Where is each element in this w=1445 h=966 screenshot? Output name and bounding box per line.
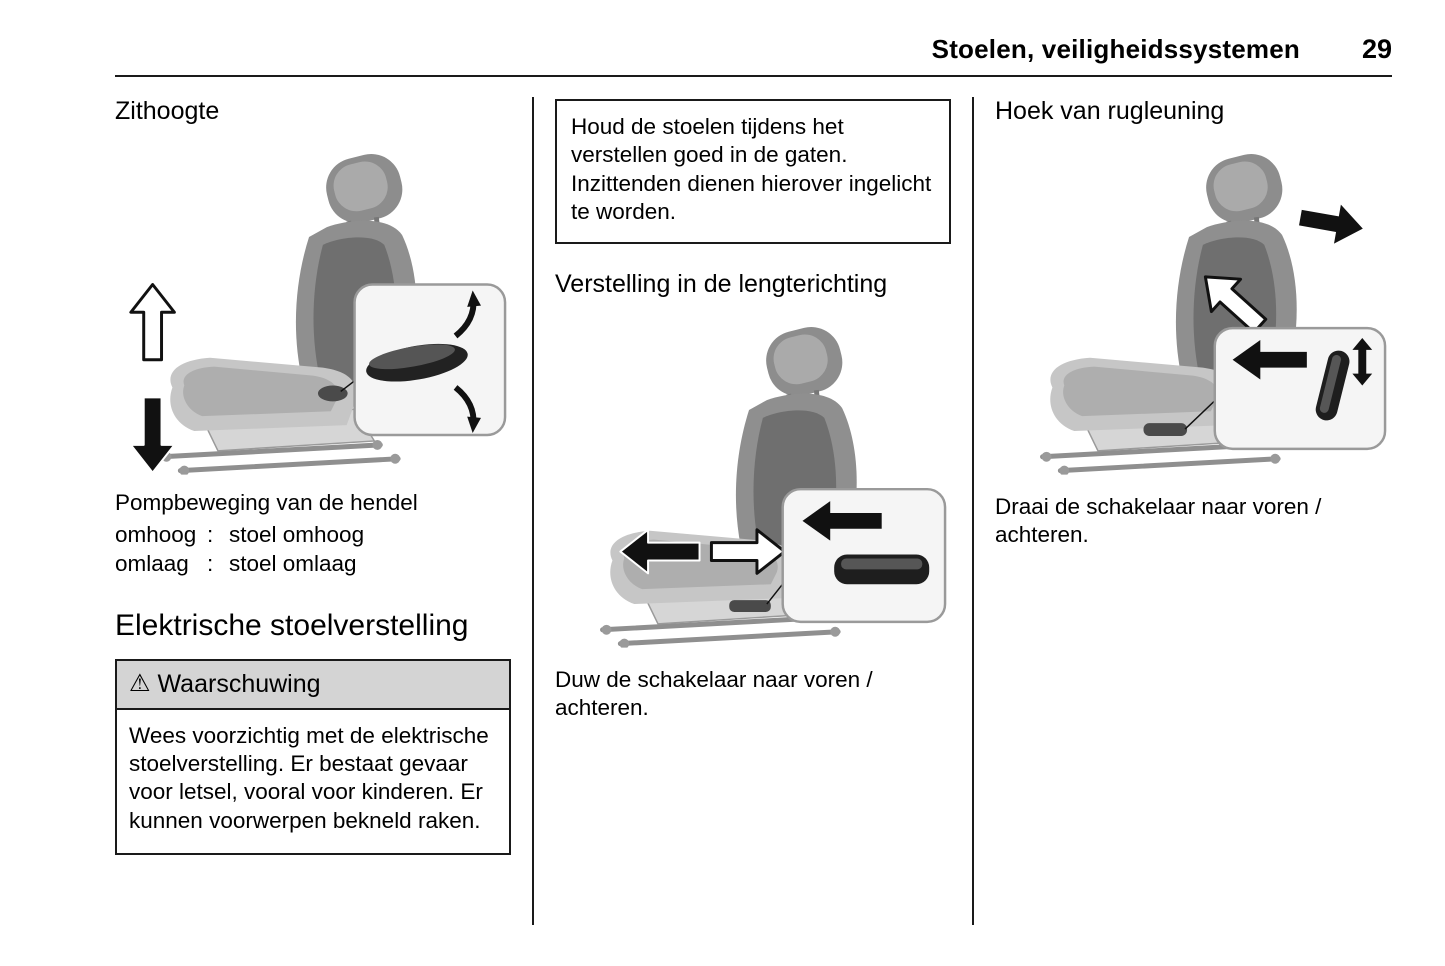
term: omhoog: [115, 521, 197, 547]
seat-side-lever: [318, 385, 348, 401]
warning-body: Wees voorzichtig met de elektrische stoelverstelling. Er bestaat gevaar voor letsel, vooral voor kinderen. Er kunnen voorwerpen bekneld raken.: [129, 722, 489, 833]
note-box: Houd de stoelen tijdens het verstellen goed in de gaten. Inzittenden dienen hierover ingelicht te worden.: [555, 99, 951, 244]
term: omlaag: [115, 550, 189, 576]
seat-height-figure: [115, 138, 511, 475]
lengthwise-heading: Verstelling in de lengterichting: [555, 270, 888, 299]
column-lengthwise-adjustment: [555, 97, 951, 723]
three-column-layout: [115, 97, 1392, 925]
colon: :: [207, 550, 214, 576]
backrest-angle-heading: Hoek van rugleuning: [995, 97, 1225, 125]
backrest-right-arrow-icon: [1297, 198, 1366, 248]
backrest-angle-figure: [995, 138, 1391, 475]
colon: :: [207, 521, 214, 547]
electric-adjustment-heading: Elektrische stoelverstelling: [115, 608, 469, 642]
chapter-title: Stoelen, veiligheidssystemen: [931, 34, 1300, 64]
seat-height-caption: Pompbeweging van de hendel: [115, 489, 418, 515]
seat-base-switch: [1144, 423, 1188, 436]
warning-title: Waarschuwing: [157, 669, 321, 698]
lengthwise-caption: Duw de schakelaar naar voren / achteren.: [555, 666, 873, 721]
warning-box-header: [117, 661, 509, 710]
column-divider: [532, 97, 534, 925]
seat-base-switch: [729, 600, 771, 612]
recline-switch-inset: [1215, 328, 1385, 449]
backrest-angle-caption: Draai de schakelaar naar voren / achteren.: [995, 493, 1322, 547]
lever-direction-table: [115, 521, 511, 579]
column-backrest-angle: [995, 97, 1391, 549]
seat-up-arrow-icon: [131, 285, 175, 360]
column-divider: [972, 97, 974, 925]
page-number: 29: [1361, 34, 1392, 64]
seat-height-heading: Zithoogte: [115, 97, 220, 125]
table-row: [115, 521, 511, 550]
running-header: [115, 34, 1392, 77]
slide-switch-inset: [783, 490, 945, 623]
column-seat-height: [115, 97, 511, 855]
lengthwise-figure: [555, 311, 951, 648]
description: stoel omhoog: [229, 521, 365, 547]
warning-triangle-icon: ⚠: [129, 670, 151, 698]
table-row: [115, 550, 511, 579]
warning-box: [115, 659, 511, 855]
description: stoel omlaag: [229, 550, 357, 576]
height-lever-inset: [355, 285, 505, 435]
